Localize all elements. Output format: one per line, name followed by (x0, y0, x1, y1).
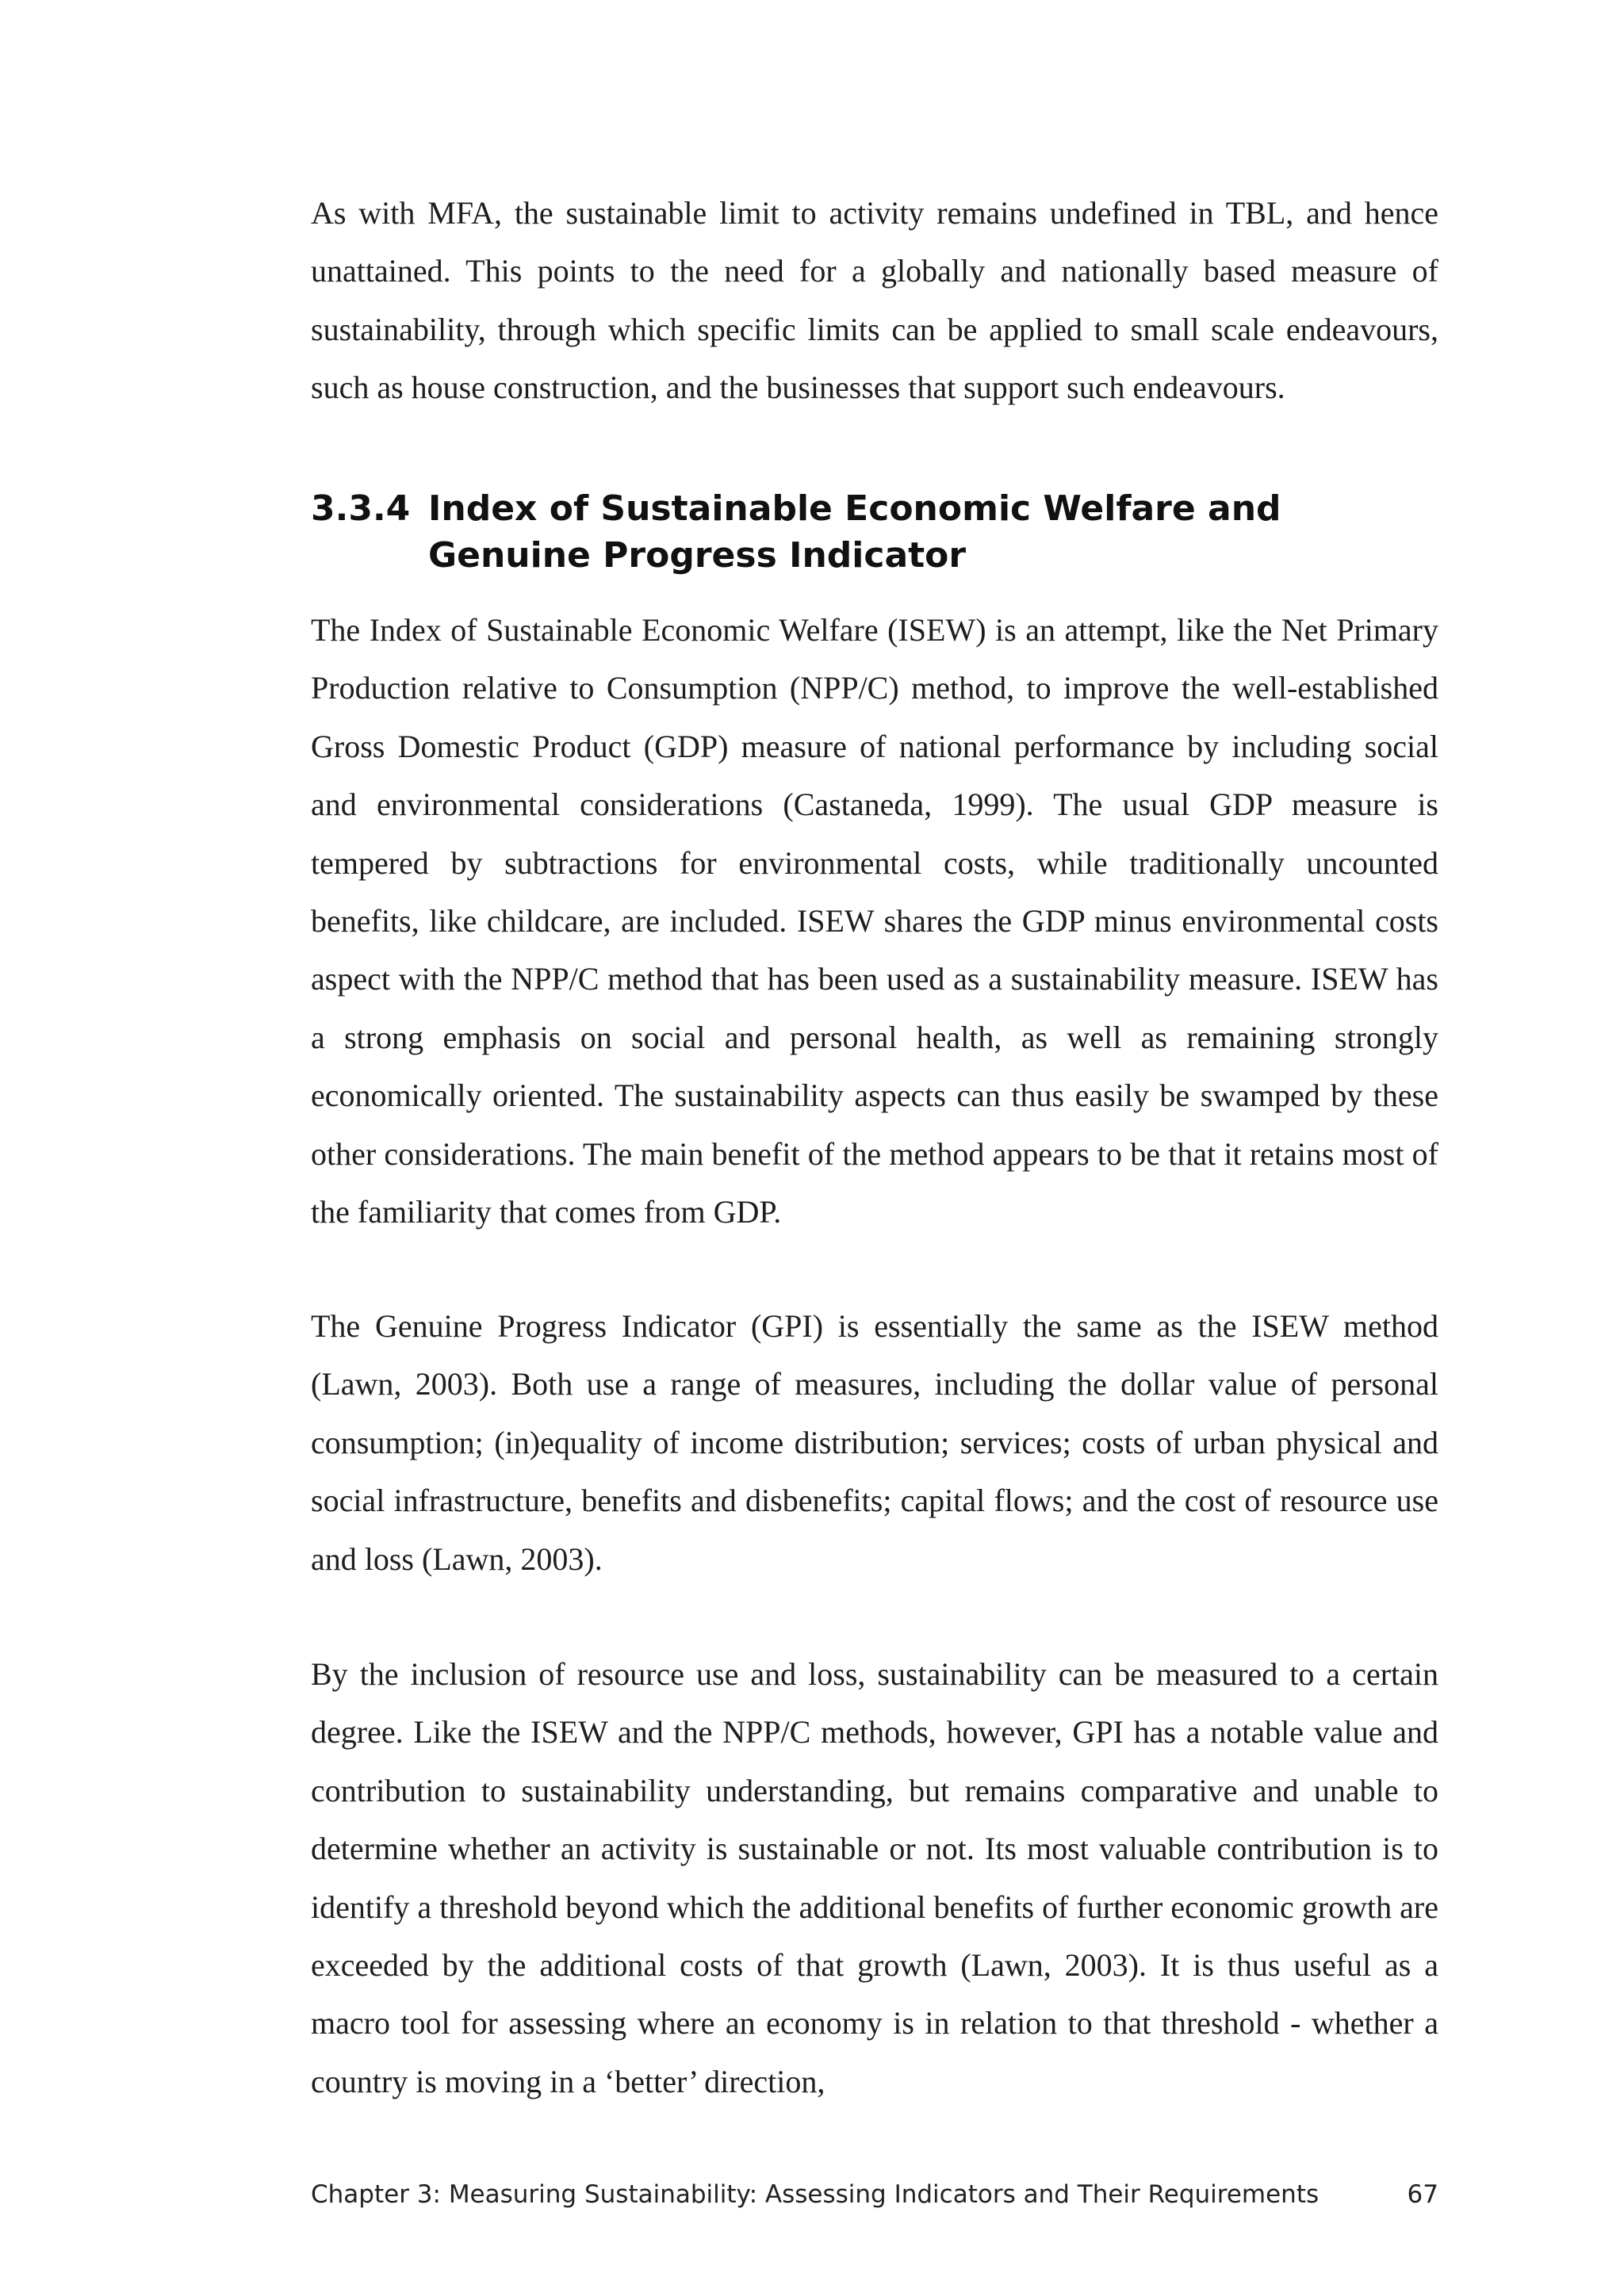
page-footer (311, 2177, 1438, 2212)
paragraph-gpi: The Genuine Progress Indicator (GPI) is essentially the same as the ISEW method (Lawn, 2003). Both use a range of measures, including the dollar value of personal consumption; (in)equality of income distribution; services; costs of urban physical and social infrastructure, benefits and disbenefits; capital flows; and the cost of resource use and loss (Lawn, 2003). (311, 1308, 1438, 1577)
footer-chapter-title: Chapter 3: Measuring Sustainability: Assessing Indicators and Their Requirements (311, 2180, 1320, 2209)
section-title: Index of Sustainable Economic Welfare and Genuine Progress Indicator (428, 488, 1281, 576)
page-number: 67 (1407, 2180, 1438, 2209)
section-number: 3.3.4 (311, 488, 411, 529)
paragraph-isew: The Index of Sustainable Economic Welfare (ISEW) is an attempt, like the Net Primary Production relative to Consumption (NPP/C) method, to improve the well-established Gross Domestic Product (GDP) measure of national performance by including social and environmental considerations (Castaneda, 1999). The usual GDP measure is tempered by subtractions for environmental costs, while traditionally uncounted benefits, like childcare, are included. ISEW shares the GDP minus environmental costs aspect with the NPP/C method that has been used as a sustainability measure. ISEW has a strong emphasis on social and personal health, as well as remaining strongly economically oriented. The sustainability aspects can thus easily be swamped by these other considerations. The main benefit of the method appears to be that it retains most of the familiarity that comes from GDP. (311, 612, 1438, 1230)
paragraph-resource-use: By the inclusion of resource use and loss, sustainability can be measured to a certain degree. Like the ISEW and the NPP/C methods, however, GPI has a notable value and contribution to sustainability understanding, but remains comparative and unable to determine whether an activity is sustainable or not. Its most valuable contribution is to identify a threshold beyond which the additional benefits of further economic growth are exceeded by the additional costs of that growth (Lawn, 2003). It is thus useful as a macro tool for assessing where an economy is in relation to that threshold - whether a country is moving in a ‘better’ direction, (311, 1656, 1438, 2099)
paragraph-mfa-tbl: As with MFA, the sustainable limit to activity remains undefined in TBL, and hence unattained. This points to the need for a globally and nationally based measure of sustainability, through which specific limits can be applied to small scale endeavours, such as house construction, and the businesses that support such endeavours. (311, 195, 1438, 406)
